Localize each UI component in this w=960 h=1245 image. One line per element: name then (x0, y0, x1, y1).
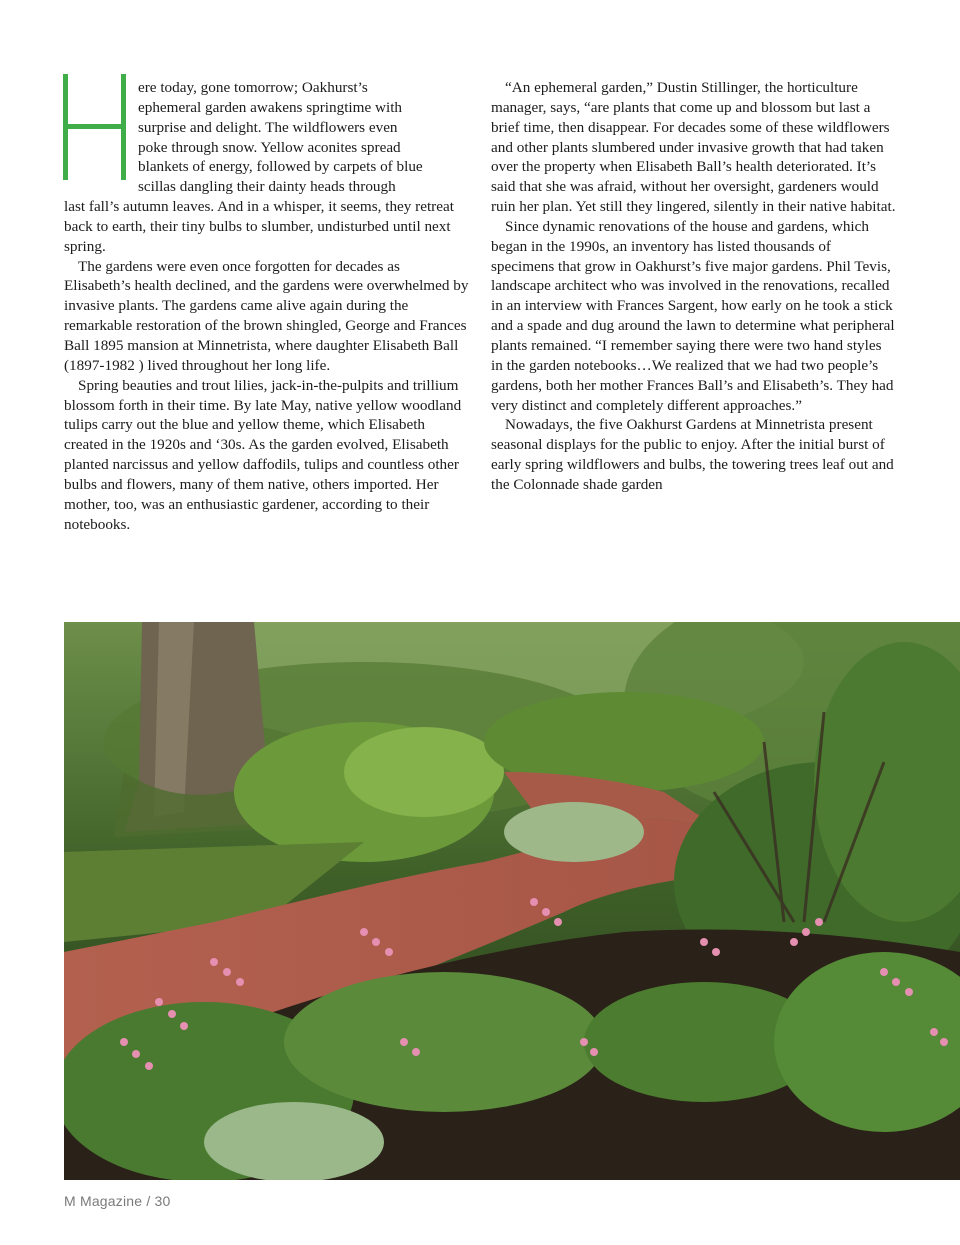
dropcap-line: ere today, gone tomorrow; Oakhurst’s (138, 79, 368, 96)
dropcap-line: poke through snow. Yellow aconites spread (138, 138, 401, 156)
dropcap-line: blankets of energy, followed by carpets of blue (138, 158, 423, 176)
dropcap-paragraph (64, 78, 469, 257)
dropcap-line: surprise and delight. The wildflowers even (138, 118, 398, 136)
garden-photo (64, 622, 960, 1180)
dropcap-line: ephemeral garden awakens springtime with (138, 98, 403, 116)
paragraph-renovations: Since dynamic renovations of the house and gardens, which began in the 1990s, an inventory has listed thousands of specimens that grow in Oakhurst’s five major gardens. Phil Tevis, landscape architect who was involved in the renovations, recalled in an interview with Frances Sargent, how early on he took a stick and a spade and dug around the lawn to determine what peripheral plants remained. “I remember saying there were two hand styles in the garden notebooks…We realized that we had two people’s gardens, both her mother Frances Ball’s and Elisabeth’s. They had very distinct and completely different approaches.” (491, 217, 895, 414)
paragraph-restoration: The gardens were even once forgotten for decades as Elisabeth’s health declined, and the gardens were overwhelmed by invasive plants. The gardens came alive again during the remarkable restoration of the brown shingled, George and Frances Ball 1895 mansion at Minnetrista, where daughter Elisabeth Ball (1897-1982 ) lived throughout her long life. (64, 257, 469, 374)
drop-cap-letter (60, 72, 130, 184)
dropcap-line: scillas dangling their dainty heads through (138, 178, 396, 196)
paragraph-spring-beauties: Spring beauties and trout lilies, jack-in-the-pulpits and trillium blossom forth in their time. By late May, native yellow woodland tulips carry out the blue and yellow theme, which Elisabeth created in the 1920s and ‘30s. As the garden evolved, Elisabeth planted narcissus and yellow daffodils, tulips and countless other bulbs and flowers, many of them native, others imported. Her mother, too, was an enthusiastic gardener, according to their notebooks. (64, 376, 462, 533)
page-folio: M Magazine / 30 (64, 1193, 171, 1209)
right-column (491, 78, 896, 495)
paragraph-intro-rest: last fall’s autumn leaves. And in a whisper, it seems, they retreat back to earth, their tiny bulbs to slumber, undisturbed until next spring. (64, 198, 454, 255)
drop-cap-text: H (95, 132, 96, 133)
paragraph-nowadays: Nowadays, the five Oakhurst Gardens at Minnetrista present seasonal displays for the public to enjoy. After the initial burst of early spring wildflowers and bulbs, the towering trees leaf out and the Colonnade shade garden (491, 416, 894, 493)
paragraph-ephemeral-quote: “An ephemeral garden,” Dustin Stillinger, the horticulture manager, says, “are plants that come up and blossom but last a brief time, then disappear. For decades some of these wildflowers and other plants slumbered under invasive growth that had taken over the property when Elisabeth Ball’s health deteriorated. It’s said that she was afraid, without her oversight, gardeners would ruin her plan. Yet still they lingered, silently in their native habitat. (491, 79, 896, 216)
garden-photo-illustration (64, 622, 960, 1180)
left-column (64, 78, 469, 534)
